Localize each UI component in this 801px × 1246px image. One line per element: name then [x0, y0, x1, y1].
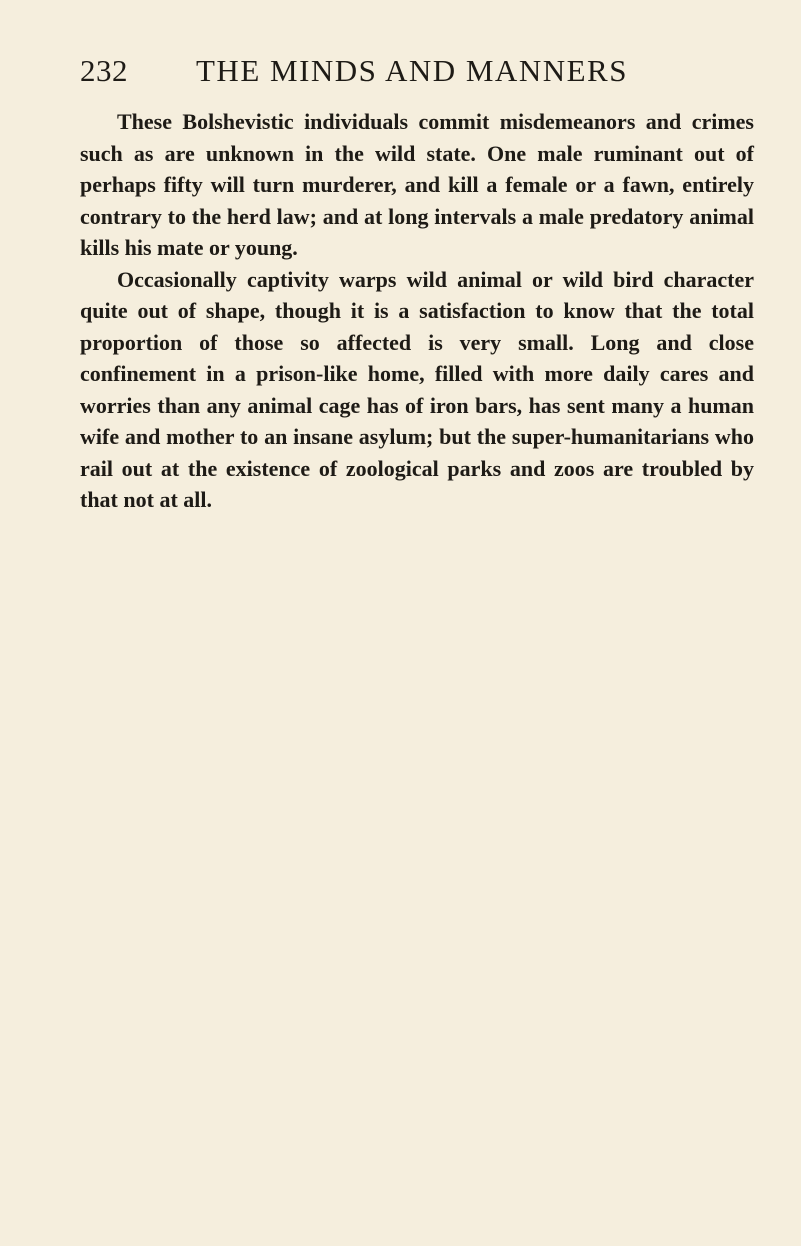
paragraph: Occasionally captivity warps wild animal or wild bird character quite out of shape, though it is a satisfaction to know that the total proportion of those so affected is very small. Long and close confinement in a prison-like home, filled with more daily cares and worries than any animal cage has of iron bars, has sent many a human wife and mother to an insane asylum; but the super-humanitarians who rail out at the existence of zoological parks and zoos are troubled by that not at all. [80, 266, 754, 512]
body-text [80, 106, 754, 516]
page-number: 232 [80, 53, 128, 88]
running-title: THE MINDS AND MANNERS [196, 53, 628, 88]
paragraph: These Bolshevistic individuals commit misdemeanors and crimes such as are unknown in the wild state. One male ruminant out of perhaps fifty will turn murderer, and kill a female or a fawn, entirely contrary to the herd law; and at long intervals a male predatory animal kills his mate or young. [80, 109, 754, 260]
running-head [80, 50, 760, 92]
